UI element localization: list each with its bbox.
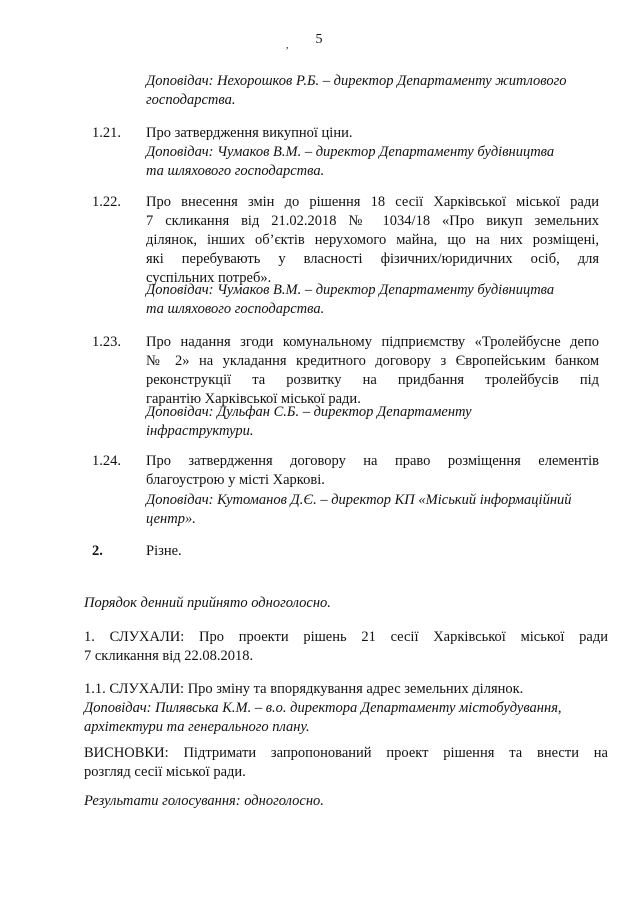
speaker-line: Доповідач: Нехорошков Р.Б. – директор Департаменту житлового <box>146 73 567 89</box>
speaker-line: архітектури та генерального плану. <box>84 719 310 735</box>
item-text: Про надання згоди комунальному підприємству «Тролейбусне депо <box>146 334 599 350</box>
page-number: 5 <box>315 32 323 47</box>
speaker-line: Доповідач: Чумаков В.М. – директор Департаменту будівництва <box>146 282 555 298</box>
item-text: які перебувають у власності фізичних/юридичних осіб, для <box>146 251 599 267</box>
item-text: суспільних потреб». <box>146 270 272 286</box>
conclusions-line: ВИСНОВКИ: Підтримати запропонований проект рішення та внести на <box>84 745 608 761</box>
speaker-line: та шляхового господарства. <box>146 163 325 179</box>
agenda-note: Порядок денний прийнято одноголосно. <box>84 595 331 611</box>
item-number: 1.24. <box>92 453 121 469</box>
speaker-line: Доповідач: Кутоманов Д.Є. – директор КП «Міський інформаційний <box>146 492 572 508</box>
item-text: Різне. <box>146 543 182 559</box>
item-text: гарантію Харківської міської ради. <box>146 391 361 407</box>
heard-line: 7 скликання від 22.08.2018. <box>84 648 254 664</box>
speaker-line: Доповідач: Чумаков В.М. – директор Департаменту будівництва <box>146 144 555 160</box>
speaker-line: інфраструктури. <box>146 423 254 439</box>
speaker-line: Доповідач: Пилявська К.М. – в.о. директора Департаменту містобудування, <box>84 700 562 716</box>
conclusions-line: розгляд сесії міської ради. <box>84 764 246 780</box>
item-text: реконструкції та розвитку на придбання тролейбусів під <box>146 372 599 388</box>
item-text-block <box>146 333 599 409</box>
stray-mark: , <box>286 40 289 51</box>
item-number: 1.22. <box>92 194 121 210</box>
item-text: ділянок, інших об’єктів нерухомого майна, що на них розміщені, <box>146 232 599 248</box>
speaker-line: господарства. <box>146 92 236 108</box>
item-number: 2. <box>92 543 103 559</box>
heard-block <box>84 628 608 666</box>
item-text: 7 скликання від 21.02.2018 № 1034/18 «Про викуп земельних <box>146 213 599 229</box>
vote-result: Результати голосування: одноголосно. <box>84 793 324 809</box>
item-text: № 2» на укладання кредитного договору з Європейським банком <box>146 353 599 369</box>
speaker-line: Доповідач: Дульфан С.Б. – директор Департаменту <box>146 404 472 420</box>
item-text: Про затвердження договору на право розміщення елементів <box>146 453 599 469</box>
speaker-line: центр». <box>146 511 196 527</box>
item-text-block <box>146 193 599 288</box>
item-text: Про внесення змін до рішення 18 сесії Харківської міської ради <box>146 194 599 210</box>
conclusions-block <box>84 744 608 782</box>
heard-line: 1. СЛУХАЛИ: Про проекти рішень 21 сесії Харківської міської ради <box>84 629 608 645</box>
item-number: 1.21. <box>92 125 121 141</box>
item-text-block <box>146 452 599 490</box>
heard-line: 1.1. СЛУХАЛИ: Про зміну та впорядкування адрес земельних ділянок. <box>84 681 524 697</box>
item-text: благоустрою у місті Харкові. <box>146 472 325 488</box>
speaker-line: та шляхового господарства. <box>146 301 325 317</box>
item-text: Про затвердження викупної ціни. <box>146 125 353 141</box>
item-number: 1.23. <box>92 334 121 350</box>
